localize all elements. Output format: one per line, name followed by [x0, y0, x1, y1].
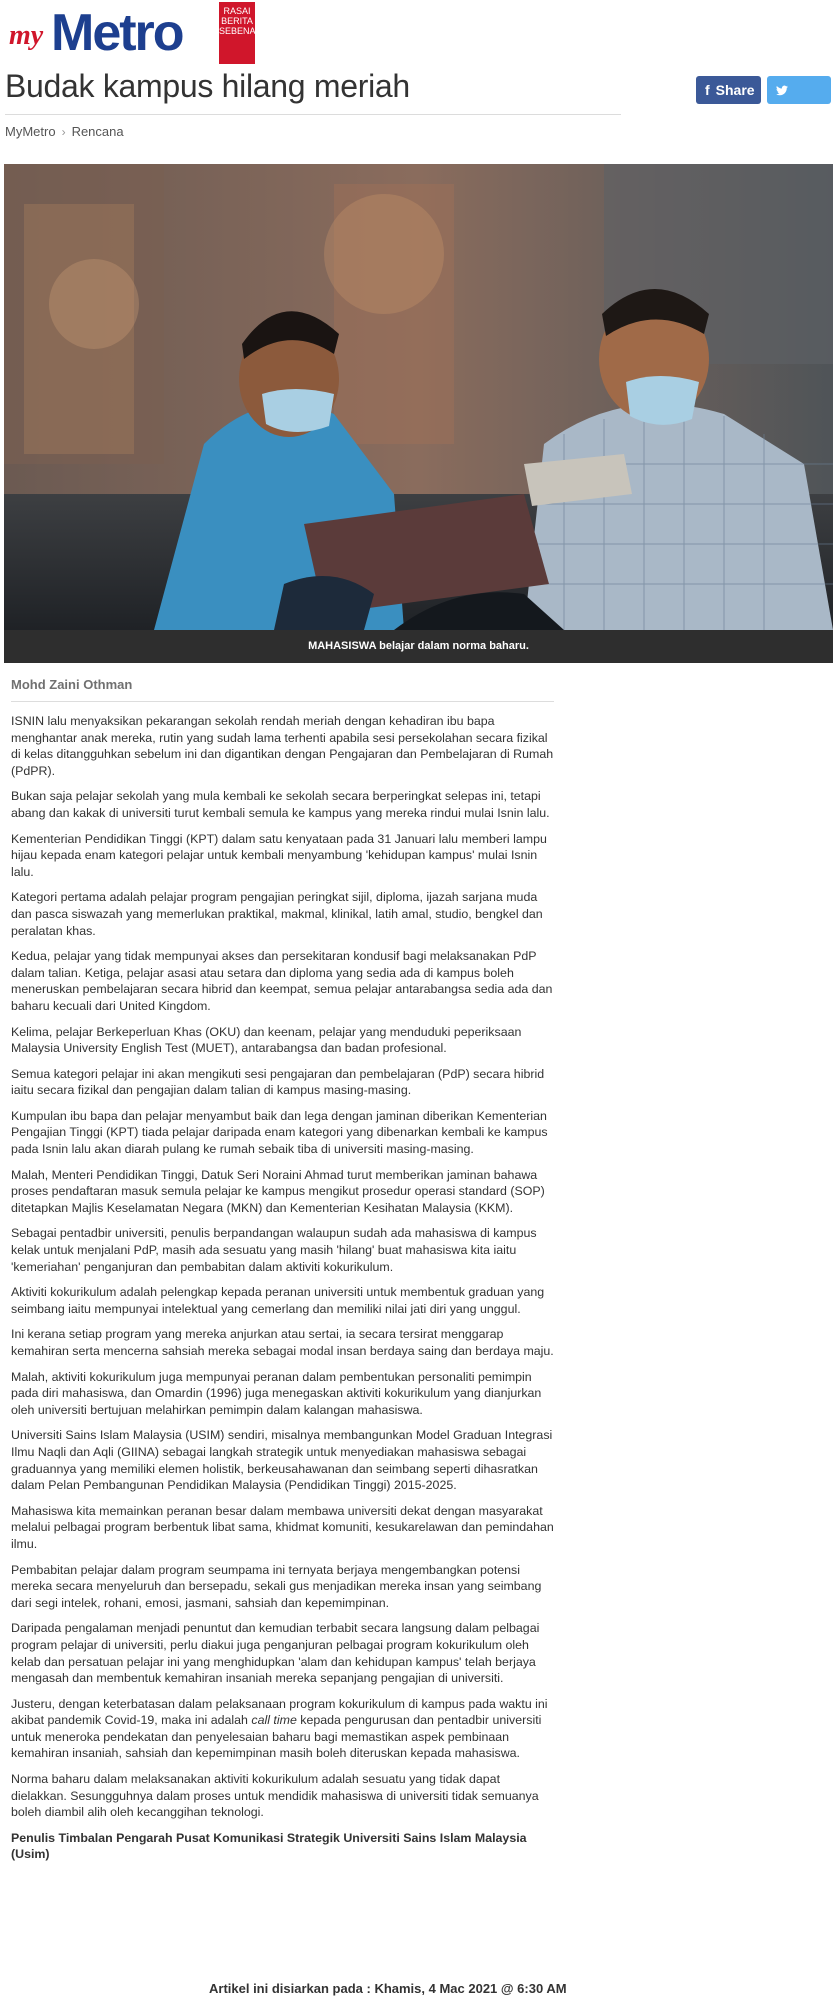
- callout-emphasis: call time: [251, 1713, 297, 1728]
- callout-before: Justeru, dengan keterbatasan dalam pelaksanaan program kokurikulum di kampus pada waktu ini akibat pandemik Covid-19, maka ini adalah: [11, 1696, 548, 1728]
- logo-badge: [219, 2, 263, 64]
- article-paragraph: Kedua, pelajar yang tidak mempunyai akses dan persekitaran kondusif bagi melaksanakan PdP dalam talian. Ketiga, pelajar asasi atau setara dan diploma yang sedia ada di kampus boleh meneruskan pembelajaran secara hibrid dan keempat, semua pelajar antarabangsa sedia ada dan baharu kecuali dari United Kingdom.: [11, 949, 553, 1013]
- article-paragraph: Kementerian Pendidikan Tinggi (KPT) dalam satu kenyataan pada 31 Januari lalu memberi lampu hijau kepada enam kategori pelajar untuk kembali menyambung 'kehidupan kampus' mulai Isnin lalu.: [11, 831, 547, 879]
- twitter-icon: [776, 76, 788, 104]
- publish-timestamp: Artikel ini disiarkan pada : Khamis, 4 Mac 2021 @ 6:30 AM: [209, 1981, 567, 1996]
- logo-prefix: my: [9, 20, 44, 51]
- article-paragraph: Daripada pengalaman menjadi penuntut dan kemudian terbabit secara langsung dalam pelbagai program pelajar di universiti, perlu diakui juga penganjuran pelbagai program kokurikulum oleh kelab dan persatuan pelajar ini yang menghidupkan 'alam dan kehidupan kampus' telah berjaya mengasah dan membentuk kemahiran insaniah mereka sepanjang pengajian di universiti.: [11, 1621, 540, 1686]
- breadcrumb-link-mymetro[interactable]: MyMetro: [5, 124, 56, 139]
- title-divider: [5, 114, 621, 115]
- facebook-icon: f: [705, 82, 710, 98]
- tweet-label: Tweet: [776, 110, 815, 126]
- share-label: Share: [715, 82, 755, 98]
- badge-line: SEBENAR: [219, 26, 263, 36]
- article-paragraph-callout: [11, 1696, 554, 1762]
- article-paragraph: Semua kategori pelajar ini akan mengikuti sesi pengajaran dan pembelajaran (PdP) secara hibrid iaitu secara fizikal dan pengajian dalam talian di kampus masing-masing.: [11, 1066, 545, 1098]
- article-paragraph: Bukan saja pelajar sekolah yang mula kembali ke sekolah secara berperingkat selepas ini, tetapi abang dan kakak di universiti turut kembali semula ke kampus yang mereka rindui mulai Isnin lalu.: [11, 789, 550, 820]
- article-paragraph: Norma baharu dalam melaksanakan aktiviti kokurikulum adalah sesuatu yang tidak dapat dielakkan. Sesungguhnya dalam proses untuk mendidik mahasiswa di universiti tidak semuanya boleh diambil alih oleh kecanggihan teknologi.: [11, 1772, 539, 1820]
- article-paragraph: Ini kerana setiap program yang mereka anjurkan atau sertai, ia secara tersirat menggarap kemahiran serta mencerna sahsiah mereka sebagai modal insan berdaya saing dan berdaya maju.: [11, 1327, 554, 1358]
- image-caption: MAHASISWA belajar dalam norma baharu.: [4, 630, 833, 663]
- students-photo-illustration: [4, 164, 833, 630]
- author-name[interactable]: Mohd Zaini Othman: [11, 677, 133, 692]
- callout-after: kepada pengurusan dan pentadbir universiti untuk meneroka pendekatan dan penyelesaian baharu bagi memastikan aspek pembinaan kemahiran insaniah, sahsiah dan kepemimpinan masih boleh diteruskan kepada mahasiswa.: [11, 1713, 542, 1761]
- article-paragraph: Mahasiswa kita memainkan peranan besar dalam membawa universiti dekat dengan masyarakat melalui pelbagai program berbentuk libat sama, khidmat komuniti, kesukarelawan dan pemindahan ilmu.: [11, 1503, 554, 1551]
- article-paragraph: Sebagai pentadbir universiti, penulis berpandangan walaupun sudah ada mahasiswa di kampus kelak untuk menjalani PdP, masih ada sesuatu yang masih 'hilang' buat mahasiswa kita iaitu 'kemeriahan' penganjuran dan pembabitan dalam aktiviti kokurikulum.: [11, 1226, 537, 1274]
- article-paragraph: Kelima, pelajar Berkeperluan Khas (OKU) dan keenam, pelajar yang menduduki peperiksaan Malaysia University English Test (MUET), antarabangsa dan badan profesional.: [11, 1024, 522, 1056]
- hero-photo: [4, 164, 833, 630]
- twitter-tweet-button[interactable]: [767, 76, 831, 126]
- logo-name: Metro: [51, 4, 183, 62]
- breadcrumb-link-rencana[interactable]: Rencana: [71, 124, 124, 139]
- article-paragraph: ISNIN lalu menyaksikan pekarangan sekolah rendah meriah dengan kehadiran ibu bapa menghantar anak mereka, rutin yang sudah lama terhenti apabila sesi persekolahan secara fizikal di kelas ditangguhkan sebelum ini dan digantikan dengan Pengajaran dan Pembelajaran di Rumah (PdPR).: [11, 714, 554, 778]
- article-paragraph: Kategori pertama adalah pelajar program pengajian peringkat sijil, diploma, ijazah sarjana muda dan pasca siswazah yang memerlukan praktikal, makmal, klinikal, latih amal, studio, bengkel dan peralatan khas.: [11, 890, 543, 938]
- article-title: Budak kampus hilang meriah: [5, 68, 410, 104]
- author-signature: Penulis Timbalan Pengarah Pusat Komunikasi Strategik Universiti Sains Islam Malaysia (Usim): [11, 1830, 527, 1862]
- article-paragraph: Malah, Menteri Pendidikan Tinggi, Datuk Seri Noraini Ahmad turut memberikan jaminan bahawa proses pendaftaran masuk semula pelajar ke kampus mengikut prosedur operasi standard (SOP) ditetapkan Majlis Keselamatan Negara (MKN) dan Kementerian Kesihatan Malaysia (KKM).: [11, 1167, 545, 1215]
- breadcrumb: [5, 124, 124, 139]
- article-paragraph: Malah, aktiviti kokurikulum juga mempunyai peranan dalam pembentukan personaliti pemimpin pada diri mahasiswa, dan Omardin (1996) juga menegaskan aktiviti kokurikulum yang dianjurkan oleh universiti bertujuan melahirkan pemimpin dalam kalangan mahasiswa.: [11, 1369, 542, 1417]
- article-paragraph: Universiti Sains Islam Malaysia (USIM) sendiri, misalnya membangunkan Model Graduan Integrasi Ilmu Naqli dan Aqli (GIINA) sebagai langkah strategik untuk menyediakan mahasiswa sebagai graduannya yang memiliki elemen holistik, berkeusahawanan dan seimbang seperti dihasratkan dalam Pelan Pembangunan Pendidikan Malaysia (Pendidikan Tinggi) 2015-2025.: [11, 1428, 553, 1493]
- facebook-share-button[interactable]: [696, 76, 761, 104]
- article-paragraph: Pembabitan pelajar dalam program seumpama ini ternyata berjaya mengembangkan potensi mereka secara menyeluruh dan bersepadu, sekali gus menjadikan mereka insan yang seimbang dari segi intelek, rohani, emosi, jasmani, sahsiah dan kepemimpinan.: [11, 1562, 542, 1610]
- author-divider: [11, 701, 554, 702]
- badge-line: BERITA: [221, 16, 253, 26]
- article-paragraph: Kumpulan ibu bapa dan pelajar menyambut baik dan lega dengan jaminan diberikan Kementerian Pengajian Tinggi (KPT) tiada pelajar daripada enam kategori yang dibenarkan kembali ke kampus pada Isnin lalu akan diarah pulang ke rumah sebaik tiba di universiti masing-masing.: [11, 1108, 548, 1157]
- article-body: [11, 713, 554, 1872]
- chevron-right-icon: ›: [61, 125, 66, 139]
- badge-line: RASAI: [223, 6, 251, 16]
- article-paragraph: Aktiviti kokurikulum adalah pelengkap kepada peranan universiti untuk membentuk graduan yang seimbang iaitu mempunyai intelektual yang cemerlang dan memiliki nilai jati diri yang unggul.: [11, 1285, 545, 1316]
- mymetro-logo[interactable]: [7, 2, 263, 64]
